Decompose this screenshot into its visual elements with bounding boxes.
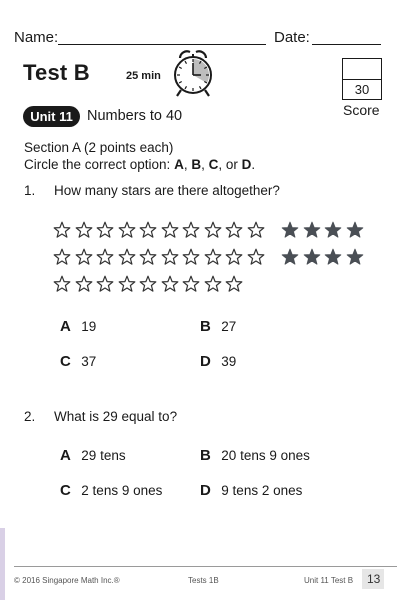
option-letter: C (60, 482, 71, 499)
outline-star-row (53, 275, 243, 293)
outline-star-icon (53, 275, 71, 293)
question-2-text: What is 29 equal to? (54, 409, 178, 424)
option-letter: D (200, 353, 211, 370)
outline-star-icon (204, 248, 222, 266)
question-1-option-d[interactable] (200, 353, 236, 371)
outline-star-icon (53, 248, 71, 266)
option-letter: D (200, 482, 211, 499)
outline-star-icon (139, 275, 157, 293)
question-2-option-d[interactable] (200, 482, 302, 500)
instruction-prefix: Circle the correct option: (24, 157, 175, 172)
question-1-option-c[interactable] (60, 353, 96, 371)
instruction-suffix: . (251, 157, 256, 172)
score-box (342, 58, 382, 100)
question-1-option-a[interactable] (60, 318, 96, 336)
option-text: 9 tens 2 ones (221, 483, 303, 498)
outline-star-icon (118, 248, 136, 266)
option-text: 20 tens 9 ones (221, 448, 310, 463)
outline-star-icon (204, 221, 222, 239)
outline-star-icon (225, 221, 243, 239)
outline-star-icon (161, 248, 179, 266)
filled-star-row (281, 248, 364, 266)
outline-star-icon (161, 275, 179, 293)
option-text: 19 (81, 319, 97, 334)
filled-star-icon (324, 221, 342, 239)
filled-star-row (281, 221, 364, 239)
filled-star-icon (346, 248, 364, 266)
test-title: Test B (23, 60, 90, 85)
instruction-sep: , (183, 157, 192, 172)
option-b-token: B (191, 157, 202, 172)
question-1-option-b[interactable] (200, 318, 236, 336)
page-edge-tab (0, 528, 5, 600)
question-2-option-c[interactable] (60, 482, 162, 500)
question-1-number: 1. (24, 183, 36, 198)
outline-star-icon (247, 248, 265, 266)
question-2-option-a[interactable] (60, 447, 126, 465)
option-letter: C (60, 353, 71, 370)
name-label: Name: (14, 29, 59, 46)
option-c-token: C (208, 157, 219, 172)
outline-star-icon (96, 248, 114, 266)
option-letter: A (60, 318, 71, 335)
section-heading: Section A (2 points each) (24, 140, 174, 155)
outline-star-icon (204, 275, 222, 293)
filled-star-icon (281, 221, 299, 239)
outline-star-icon (182, 221, 200, 239)
question-2-option-b[interactable] (200, 447, 310, 465)
filled-star-icon (303, 221, 321, 239)
outline-star-icon (139, 248, 157, 266)
option-d-token: D (241, 157, 252, 172)
outline-star-icon (75, 221, 93, 239)
outline-star-icon (182, 248, 200, 266)
option-text: 2 tens 9 ones (81, 483, 163, 498)
filled-star-icon (324, 248, 342, 266)
outline-star-icon (225, 275, 243, 293)
outline-star-icon (161, 221, 179, 239)
outline-star-icon (225, 248, 243, 266)
instruction-sep: , (201, 157, 209, 172)
score-total: 30 (354, 82, 370, 97)
footer-book: Tests 1B (188, 576, 219, 585)
option-text: 27 (221, 319, 237, 334)
outline-star-icon (75, 248, 93, 266)
section-instructions (24, 156, 255, 173)
outline-star-icon (75, 275, 93, 293)
filled-star-icon (281, 248, 299, 266)
filled-star-icon (303, 248, 321, 266)
option-letter: B (200, 318, 211, 335)
outline-star-icon (182, 275, 200, 293)
unit-badge: Unit 11 (23, 106, 80, 127)
footer-copyright: © 2016 Singapore Math Inc.® (14, 576, 120, 585)
time-limit: 25 min (126, 70, 161, 82)
option-text: 37 (81, 354, 97, 369)
outline-star-icon (139, 221, 157, 239)
outline-star-row (53, 221, 265, 239)
option-text: 39 (221, 354, 237, 369)
score-divider (343, 79, 381, 80)
instruction-sep: , or (218, 157, 242, 172)
date-label: Date: (274, 29, 310, 46)
outline-star-icon (118, 275, 136, 293)
outline-star-icon (53, 221, 71, 239)
unit-title: Numbers to 40 (87, 108, 183, 124)
question-1-text: How many stars are there altogether? (54, 183, 280, 198)
outline-star-row (53, 248, 265, 266)
footer-unit-test: Unit 11 Test B (304, 576, 354, 585)
page-number: 13 (367, 572, 381, 586)
score-label: Score (343, 102, 380, 118)
question-2-number: 2. (24, 409, 36, 424)
option-letter: A (60, 447, 71, 464)
outline-star-icon (96, 275, 114, 293)
option-text: 29 tens (81, 448, 126, 463)
footer-divider (14, 566, 397, 567)
filled-star-icon (346, 221, 364, 239)
outline-star-icon (96, 221, 114, 239)
date-field[interactable] (312, 44, 381, 45)
alarm-clock-icon (168, 48, 218, 100)
outline-star-icon (247, 221, 265, 239)
option-a-token: A (174, 157, 184, 172)
name-field[interactable] (58, 44, 266, 45)
outline-star-icon (118, 221, 136, 239)
option-letter: B (200, 447, 211, 464)
